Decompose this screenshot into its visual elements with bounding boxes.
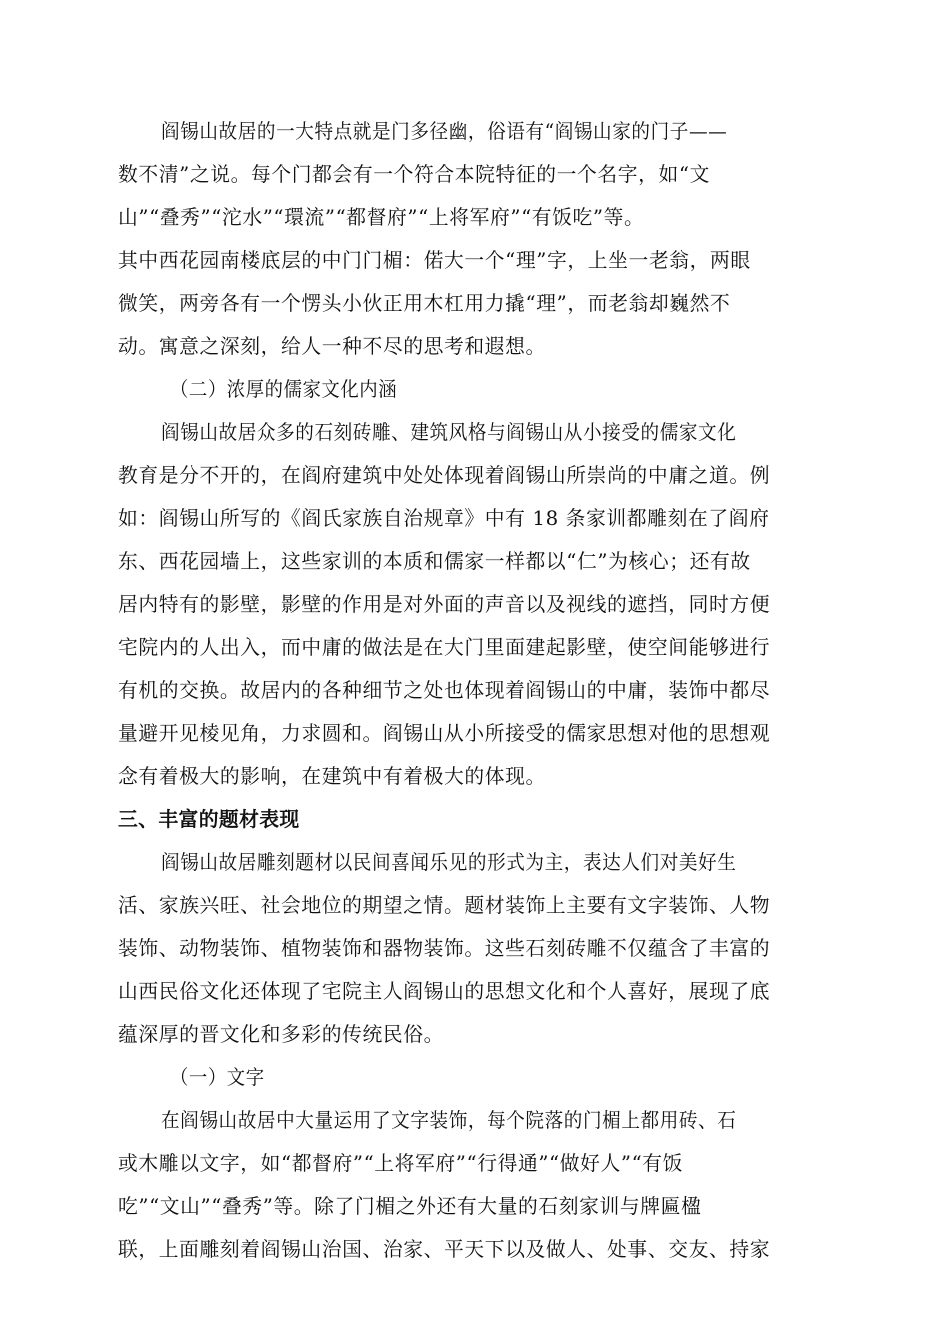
paragraph-1-line-1: 阎锡山故居的一大特点就是门多径幽，俗语有“阎锡山家的门子—— [161,119,728,143]
subheading-confucian-culture: （二）浓厚的儒家文化内涵 [170,377,398,401]
paragraph-4-line-4: 联，上面雕刻着阎锡山治国、治家、平天下以及做人、处事、交友、持家 [118,1237,771,1261]
paragraph-1-line-6: 动。寓意之深刻，给人一种不尽的思考和遐想。 [118,334,546,358]
paragraph-2-line-6: 宅院内的人出入，而中庸的做法是在大门里面建起影壁，使空间能够进行 [118,635,771,659]
paragraph-2-line-5: 居内特有的影壁，影壁的作用是对外面的声音以及视线的遮挡，同时方便 [118,592,771,616]
paragraph-4-line-3: 吃”“文山”“叠秀”等。除了门楣之外还有大量的石刻家训与牌匾楹 [118,1194,702,1218]
paragraph-3-line-2: 活、家族兴旺、社会地位的期望之情。题材装饰上主要有文字装饰、人物 [118,893,771,917]
paragraph-2-line-9: 念有着极大的影响，在建筑中有着极大的体现。 [118,764,546,788]
paragraph-3-line-3: 装饰、动物装饰、植物装饰和器物装饰。这些石刻砖雕不仅蕴含了丰富的 [118,936,771,960]
paragraph-1-line-5: 微笑，两旁各有一个愣头小伙正用木杠用力撬“理”，而老翁却巍然不 [118,291,731,315]
subheading-text-decoration: （一）文字 [170,1065,265,1089]
paragraph-3-line-1: 阎锡山故居雕刻题材以民间喜闻乐见的形式为主，表达人们对美好生 [161,850,737,874]
paragraph-1-line-4: 其中西花园南楼底层的中门门楣：偌大一个“理”字，上坐一老翁，两眼 [118,248,751,272]
paragraph-4-line-1: 在阎锡山故居中大量运用了文字装饰，每个院落的门楣上都用砖、石 [161,1108,737,1132]
section-heading-rich-themes: 三、丰富的题材表现 [118,807,300,831]
paragraph-2-line-7: 有机的交换。故居内的各种细节之处也体现着阎锡山的中庸，装饰中都尽 [118,678,771,702]
paragraph-2-line-2: 教育是分不开的，在阎府建筑中处处体现着阎锡山所崇尚的中庸之道。例 [118,463,771,487]
paragraph-1-line-3: 山”“叠秀”“沱水”“環流”“都督府”“上将军府”“有饭吃”等。 [118,205,645,229]
paragraph-3-line-4: 山西民俗文化还体现了宅院主人阎锡山的思想文化和个人喜好，展现了底 [118,979,771,1003]
paragraph-2-line-3: 如：阎锡山所写的《阎氏家族自治规章》中有 18 条家训都雕刻在了阎府 [118,506,770,530]
paragraph-2-line-8: 量避开见棱见角，力求圆和。阎锡山从小所接受的儒家思想对他的思想观 [118,721,771,745]
paragraph-4-line-2: 或木雕以文字，如“都督府”“上将军府”“行得通”“做好人”“有饭 [118,1151,684,1175]
paragraph-2-line-4: 东、西花园墙上，这些家训的本质和儒家一样都以“仁”为核心；还有故 [118,549,751,573]
paragraph-2-line-1: 阎锡山故居众多的石刻砖雕、建筑风格与阎锡山从小接受的儒家文化 [161,420,737,444]
paragraph-3-line-5: 蕴深厚的晋文化和多彩的传统民俗。 [118,1022,445,1046]
paragraph-1-line-2: 数不清”之说。每个门都会有一个符合本院特征的一个名字，如“文 [118,162,710,186]
